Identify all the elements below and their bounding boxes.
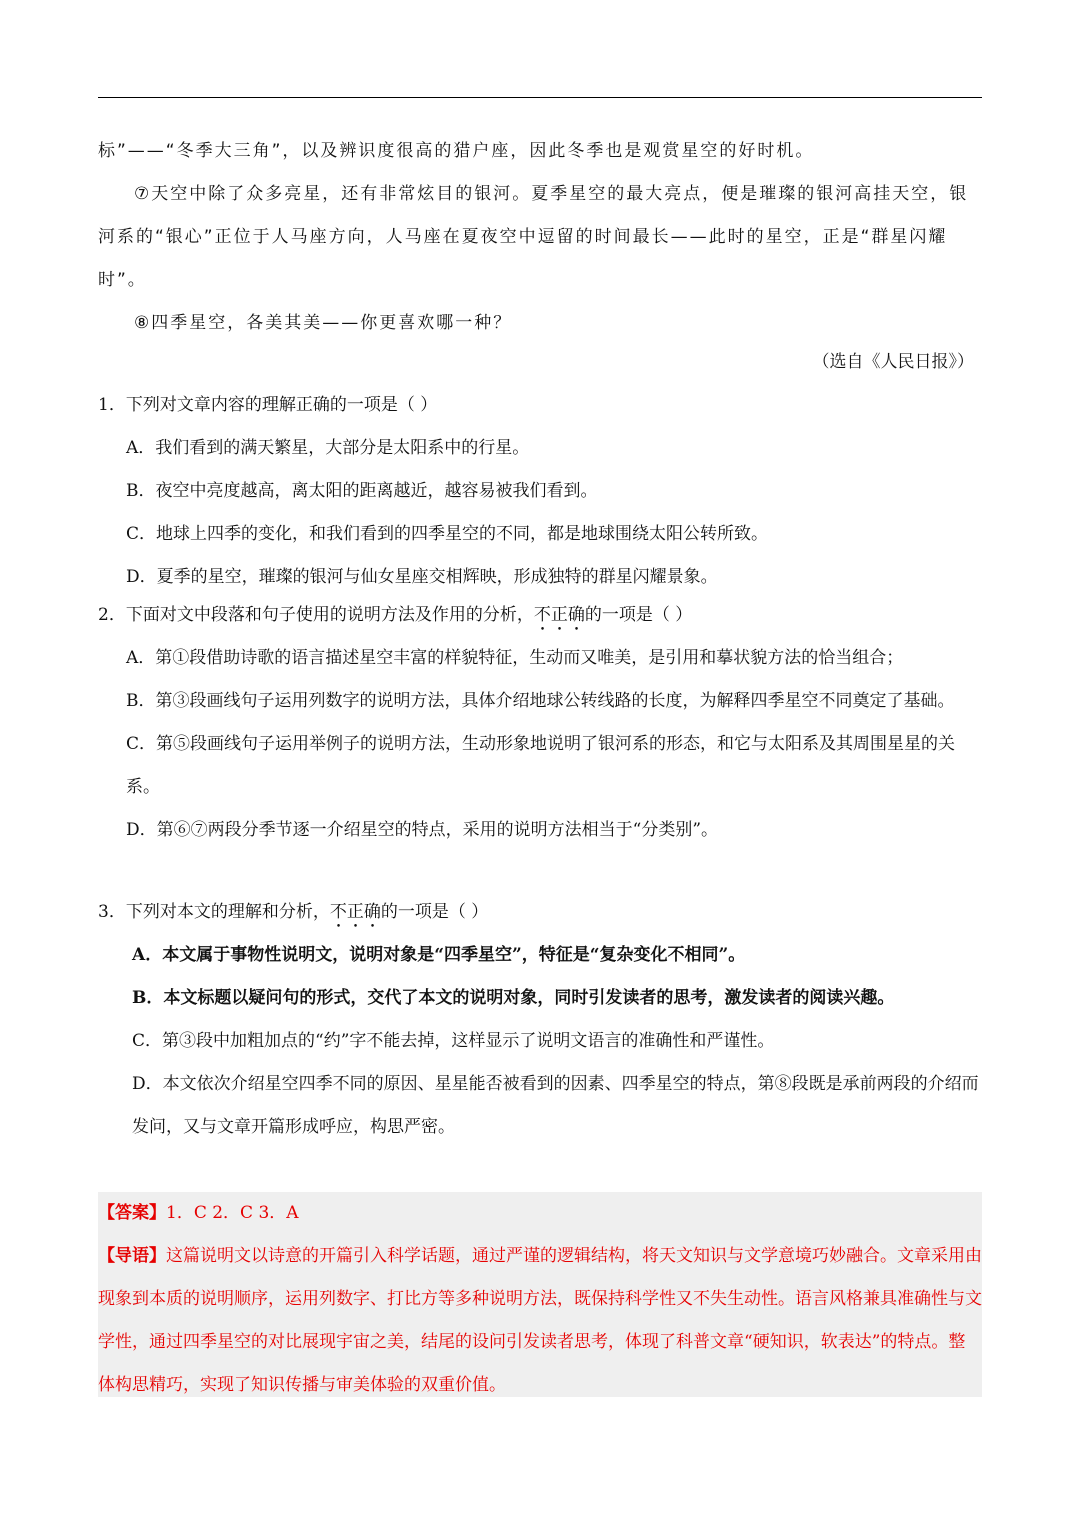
- answer-label: 【答案】: [98, 1203, 166, 1223]
- question-1-option-b: B．夜空中亮度越高，离太阳的距离越近，越容易被我们看到。: [126, 481, 598, 501]
- header-rule: [98, 97, 982, 98]
- answer-text: 1．C 2．C 3．A: [166, 1203, 299, 1223]
- answer-box: [98, 1192, 982, 1397]
- question-1-stem: 1．下列对文章内容的理解正确的一项是（ ）: [98, 395, 438, 415]
- question-2-stem-post: 的一项是（ ）: [584, 605, 693, 625]
- question-3-stem-emphasis: 不正确: [329, 902, 381, 922]
- passage-line-1: 标”——“冬季大三角”，以及辨识度很高的猎户座，因此冬季也是观赏星空的好时机。: [98, 141, 815, 161]
- guide-text: 这篇说明文以诗意的开篇引入科学话题，通过严谨的逻辑结构，将天文知识与文学意境巧妙融合。文章采用由现象到本质的说明顺序，运用列数字、打比方等多种说明方法，既保持科学性又不失生动性。语言风格兼具准确性与文学性，通过四季星空的对比展现宇宙之美，结尾的设问引发读者思考，体现了科普文章“硬知识，软表达”的特点。整体构思精巧，实现了知识传播与审美体验的双重价值。: [98, 1246, 982, 1395]
- question-2-stem-emphasis: 不正确: [533, 605, 585, 625]
- question-2-option-d: D．第⑥⑦两段分季节逐一介绍星空的特点，采用的说明方法相当于“分类别”。: [126, 820, 719, 840]
- question-3-stem-post: 的一项是（ ）: [380, 902, 489, 922]
- question-3-option-a: A．本文属于事物性说明文，说明对象是“四季星空”，特征是“复杂变化不相同”。: [132, 945, 746, 965]
- question-1: [98, 384, 982, 599]
- question-2-option-a: A．第①段借助诗歌的语言描述星空丰富的样貌特征，生动而又唯美，是引用和摹状貌方法的恰当组合；: [126, 648, 904, 668]
- guide-label: 【导语】: [98, 1246, 166, 1266]
- question-1-option-d: D．夏季的星空，璀璨的银河与仙女星座交相辉映，形成独特的群星闪耀景象。: [126, 567, 718, 587]
- passage: [98, 130, 982, 345]
- source-citation: （选自《人民日报》）: [812, 352, 974, 372]
- question-2-stem: [98, 594, 982, 637]
- question-3: [98, 891, 982, 1149]
- answer-line: [98, 1192, 982, 1235]
- question-1-option-a: A．我们看到的满天繁星，大部分是太阳系中的行星。: [126, 438, 530, 458]
- question-3-stem-pre: 3．下列对本文的理解和分析，: [98, 902, 330, 922]
- question-3-option-d: D．本文依次介绍星空四季不同的原因、星星能否被看到的因素、四季星空的特点，第⑧段既是承前两段的介绍而发问，又与文章开篇形成呼应，构思严密。: [132, 1074, 979, 1137]
- passage-paragraph-7: ⑦天空中除了众多亮星，还有非常炫目的银河。夏季星空的最大亮点，便是璀璨的银河高挂天空，银河系的“银心”正位于人马座方向，人马座在夏夜空中逗留的时间最长——此时的星空，正是“群星闪耀时”。: [98, 184, 969, 290]
- question-1-option-c: C．地球上四季的变化，和我们看到的四季星空的不同，都是地球围绕太阳公转所致。: [126, 524, 769, 544]
- question-3-option-b: B．本文标题以疑问句的形式，交代了本文的说明对象，同时引发读者的思考，激发读者的阅读兴趣。: [132, 988, 895, 1008]
- question-2-option-c: C．第⑤段画线句子运用举例子的说明方法，生动形象地说明了银河系的形态，和它与太阳系及其周围星星的关系。: [126, 734, 956, 797]
- question-2: [98, 594, 982, 852]
- guide-paragraph: [98, 1235, 982, 1407]
- passage-paragraph-8: ⑧四季星空，各美其美——你更喜欢哪一种？: [134, 313, 513, 333]
- question-3-stem: [98, 891, 982, 934]
- question-3-option-c: C．第③段中加粗加点的“约”字不能去掉，这样显示了说明文语言的准确性和严谨性。: [132, 1031, 775, 1051]
- question-2-option-b: B．第③段画线句子运用列数字的说明方法，具体介绍地球公转线路的长度，为解释四季星空不同奠定了基础。: [126, 691, 955, 711]
- question-2-stem-pre: 2．下面对文中段落和句子使用的说明方法及作用的分析，: [98, 605, 534, 625]
